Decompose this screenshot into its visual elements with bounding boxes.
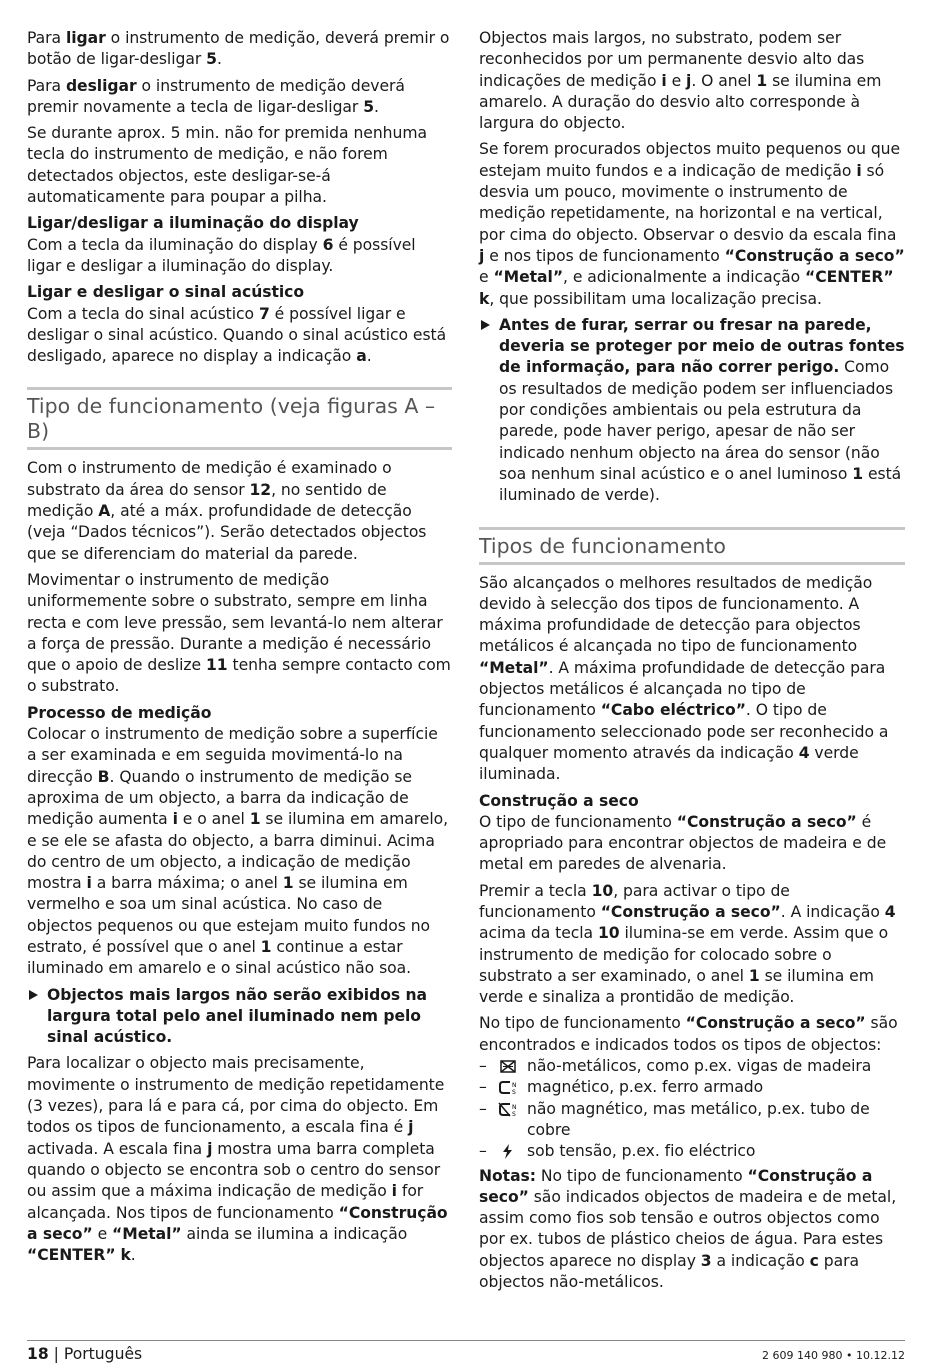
page-footer — [27, 1340, 905, 1366]
wood-icon — [497, 1058, 519, 1075]
paragraph: Premir a tecla 10, para activar o tipo de funcionamento “Construção a seco”. A indicação 4 acima da tecla 10 ilumina-se em verde. Assim que o instrumento de medição for colocado sobre o substrato a ser examinado, o anel 1 se ilumina em verde e sinaliza a prontidão de medição. — [479, 881, 896, 1007]
section-heading-tipos: Tipos de funcionamento — [479, 527, 905, 565]
paragraph: São alcançados o melhores resultados de medição devido à selecção dos tipos de funcionamento. A máxima profundidade de detecção para objectos metálicos é alcançada no tipo de funcionamento “Metal”. A máxima profundidade de detecção para objectos metálicos é alcançada no tipo de funcionamento “Cabo eléctrico”. O tipo de funcionamento seleccionado pode ser reconhecido a qualquer momento através da indicação 4 verde iluminada. — [479, 573, 889, 784]
list-item: – N S magnético, p.ex. ferro armado — [479, 1078, 764, 1097]
document-code: 2 609 140 980 • 10.12.12 — [762, 1349, 905, 1362]
list-item: – não-metálicos, como p.ex. vigas de madeira — [479, 1057, 872, 1076]
paragraph: Movimentar o instrumento de medição uniformemente sobre o substrato, sempre em linha recta e com leve pressão, sem levantá-lo nem alterar a força de pressão. Durante a medição é necessário que o apoio de deslize 11 tenha sempre contacto com o substrato. — [27, 570, 451, 696]
paragraph: Objectos mais largos, no substrato, podem ser reconhecidos por um permanente desvio alto das indicações de medição i e j. O anel 1 se ilumina em amarelo. A duração do desvio alto corresponde à largura do objecto. — [479, 29, 882, 133]
paragraph: Para desligar o instrumento de medição deverá premir novamente a tecla de ligar-desligar 5. — [27, 76, 405, 116]
paragraph: Com a tecla do sinal acústico 7 é possível ligar e desligar o sinal acústico. Quando o sinal acústico está desligado, aparece no display a indicação a. — [27, 304, 447, 366]
paragraph: No tipo de funcionamento “Construção a seco” são encontrados e indicados todos os tipos de objectos: — [479, 1014, 898, 1054]
svg-text:N: N — [512, 1082, 517, 1090]
warning-bullet: Antes de furar, serrar ou fresar na parede, deveria se proteger por meio de outras fontes de informação, para não correr perigo. Como os resultados de medição podem ser influenciados por condições ambientais ou pela estrutura da parede, pode haver perigo, apesar de não ser indicado nenhum objecto na área do sensor (não soa nenhum sinal acústico e o anel luminoso 1 está iluminado de verde). — [479, 315, 905, 507]
triangle-bullet-icon — [481, 320, 490, 330]
right-column — [479, 28, 905, 1298]
list-item: – sob tensão, p.ex. fio eléctrico — [479, 1142, 756, 1161]
section-heading-tipo: Tipo de funcionamento (veja figuras A – B) — [27, 387, 452, 450]
page-number: 18 | Português — [27, 1345, 143, 1363]
paragraph: Para ligar o instrumento de medição, deverá premir o botão de ligar-desligar 5. — [27, 29, 450, 69]
paragraph: Se durante aprox. 5 min. não for premida nenhuma tecla do instrumento de medição, e não forem detectados objectos, este desligar-se-á automaticamente para poupar a pilha. — [27, 124, 427, 207]
svg-text:S: S — [512, 1110, 516, 1118]
triangle-bullet-icon — [29, 990, 38, 1000]
paragraph: Notas: No tipo de funcionamento “Construção a seco” são indicados objectos de madeira e de metal, assim como fios sob tensão e outros objectos como por ex. tubos de plástico cheios de água. Para estes objectos aparece no display 3 a indicação c para objectos não-metálicos. — [479, 1166, 897, 1292]
subheading-display: Ligar/desligar a iluminação do display — [27, 214, 359, 233]
list-item: – N S não magnético, mas metálico, p.ex. tubo de cobre — [479, 1099, 870, 1139]
paragraph: Colocar o instrumento de medição sobre a superfície a ser examinada e em seguida movimentá-lo na direcção B. Quando o instrumento de medição se aproxima de um objecto, a barra da indicação de medição aumenta i e o anel 1 se ilumina em amarelo, e se ele se afasta do objecto, a barra diminui. Acima do centro de um objecto, a indicação de medição mostra i a barra máxima; o anel 1 se ilumina em vermelho e soa um sinal acústica. No caso de objectos pequenos ou que estejam muito fundos no estrato, é possível que o anel 1 continue a estar iluminado em amarelo e o sinal acústico não soa. — [27, 725, 448, 978]
paragraph: O tipo de funcionamento “Construção a seco” é apropriado para encontrar objectos de madeira e de metal em paredes de alvenaria. — [479, 812, 887, 874]
paragraph: Se forem procurados objectos muito pequenos ou que estejam muito fundos e a indicação de medição i só desvia um pouco, movimente o instrumento de medição repetidamente, na horizontal e na vertical, por cima do objecto. Observar o desvio da escala fina j e nos tipos de funcionamento “Construção a seco” e “Metal”, e adicionalmente a indicação “CENTER” k, que possibilitam uma localização precisa. — [479, 140, 905, 308]
paragraph: Com a tecla da iluminação do display 6 é possível ligar e desligar a iluminação do display. — [27, 235, 416, 275]
live-wire-icon — [497, 1143, 519, 1160]
paragraph: Com o instrumento de medição é examinado o substrato da área do sensor 12, no sentido de medição A, até a máx. profundidade de detecção (veja “Dados técnicos”). Serão detectados objectos que se diferenciam do material da parede. — [27, 459, 427, 563]
subheading-sinal: Ligar e desligar o sinal acústico — [27, 283, 305, 302]
subheading-construcao: Construção a seco — [479, 791, 639, 810]
svg-text:N: N — [512, 1103, 517, 1111]
non-magnetic-icon — [497, 1101, 519, 1118]
warning-bullet: Objectos mais largos não serão exibidos na largura total pelo anel iluminado nem pelo sinal acústico. — [27, 985, 452, 1049]
left-column — [27, 28, 452, 1271]
subheading-processo: Processo de medição — [27, 703, 212, 722]
paragraph: Para localizar o objecto mais precisamente, movimente o instrumento de medição repetidamente (3 vezes), para lá e para cá, por cima do objecto. Em todos os tipos de funcionamento, a escala fina é j activada. A escala fina j mostra uma barra completa quando o objecto se encontra sob o centro do sensor ou assim que a máxima indicação de medição i for alcançada. Nos tipos de funcionamento “Construção a seco” e “Metal” ainda se ilumina a indicação “CENTER” k. — [27, 1054, 448, 1265]
svg-text:S: S — [512, 1089, 516, 1097]
magnetic-icon — [497, 1079, 519, 1096]
